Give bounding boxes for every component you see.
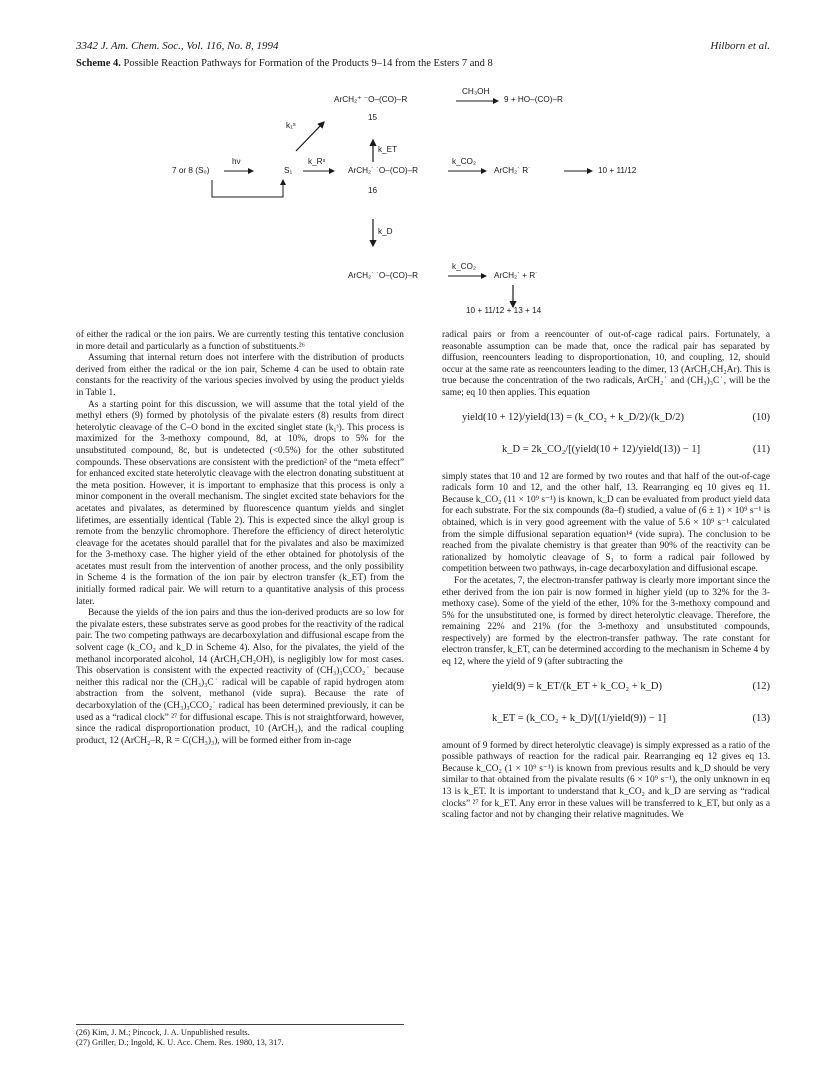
ion-products: 9 + HO–(CO)–R <box>504 95 563 104</box>
paragraph: As a starting point for this discussion, we will assume that the total yield of the methyl ethers (9) formed by photolysis of the pivalate esters (8) results from direct heterolytic cleavage of the C–O bond in the excited singlet state (k₁ˢ). This process is maximized for the 3-methoxy compound, 8d, at 10%, drops to 5% for the unsubstituted compound, 8c, but is undetected (<0.5%) for the other substituted compounds. These observations are consistent with the prediction² of the “meta effect” for enhanced excited state heterolytic cleavage with the electron donating substituent at the meta position. However, it is important to emphasize that this process is only a minor component in the overall mechanism. The singlet excited state behaviors for the acetates and pivalates, as determined by fluorescence quantum yields and singlet lifetimes, are essentially identical (Table 2). This is expected since the alkyl group is remote from the benzylic chromophore. Therefore the efficiency of direct heterolytic cleavage for the acetates should parallel that for the pivalates and also be maximized for the 3-methoxy case. The higher yield of the ether obtained for photolysis of the acetates must result from the intervention of another process, and the only possibility in Scheme 4 is the formation of the ion pair by electron transfer (k_ET) from the initially formed radical pair. We will return to a quantitative analysis of this process later. <box>76 399 404 607</box>
equation-body: yield(10 + 12)/yield(13) = (k_CO₂ + k_D/2)/(k_D/2) <box>462 411 685 423</box>
kco2-label-b: k_CO₂ <box>452 262 477 271</box>
equation-12 <box>442 677 770 701</box>
start-material: 7 or 8 (S₀) <box>172 166 210 175</box>
equation-body: yield(9) = k_ET/(k_ET + k_CO₂ + k_D) <box>492 680 662 692</box>
equation-body: k_D = 2k_CO₂/[(yield(10 + 12)/yield(13)) − 1] <box>502 443 701 455</box>
equation-11 <box>442 440 770 464</box>
author-header: Hilborn et al. <box>710 40 770 52</box>
paragraph: Assuming that internal return does not interfere with the distribution of products derived from either the radical or the ion pair, Scheme 4 can be used to obtain rate constants for the reactivity of the various species involved by using the product yields in Table 1. <box>76 353 404 398</box>
paragraph: For the acetates, 7, the electron-transfer pathway is clearly more important since the ether derived from the ion pair is now formed in higher yield (up to 32% for the 3-methoxy case). Some of the yield of the ether, 10% for the 3-methoxy compound and 5% for the unsubstituted one, is formed by direct heterolytic cleavage. Therefore, the remaining 22% and 21% (for the 3-methoxy and unsubstituted compounds, respectively) are formed by the electron-transfer pathway. The rate constant for electron transfer, k_ET, can be determined according to the mechanism in Scheme 4 by eq 12, where the yield of 9 (after subtracting the <box>442 575 770 668</box>
scheme-label: Scheme 4. <box>76 58 121 69</box>
radical-pair: ArCH₂˙ ˙O–(CO)–R <box>348 166 419 175</box>
scheme-arrows <box>76 74 770 314</box>
ket-label: k_ET <box>378 145 398 154</box>
products-a: 10 + 11/12 <box>598 166 637 175</box>
return-arrow <box>212 180 283 197</box>
paragraph: simply states that 10 and 12 are formed by two routes and that half of the out-of-cage radicals form 10 and 12, and the other half, 13. Rearranging eq 10 gives eq 11. Because k_CO₂ (11 × 10⁹ s⁻¹) is known, k_D can be evaluated from product yield data for each substrate. For the six compounds (8a–f) studied, a value of (6 ± 1) × 10⁹ s⁻¹ is obtained, which is in very good agreement with the value of 5.6 × 10⁹ s⁻¹ calculated from the simple diffusional separation equation¹⁴ (vide supra). The conclusion to be reached from the pivalate chemistry is that greater than 90% of the reactivity can be rationalized by homolytic cleavage of S₁ to form a radical pair followed by competition between two pathways, in-cage decarboxylation and diffusional escape. <box>442 471 770 575</box>
scheme-caption <box>76 58 770 69</box>
hv-label: hν <box>232 157 241 166</box>
free-radicals: ArCH₂˙ ˙O–(CO)–R <box>348 271 419 280</box>
paragraph: amount of 9 formed by direct heterolytic cleavage) is simply expressed as a ratio of the possible pathways of reaction for the radical pair. Rearranging eq 12 gives eq 13. Because k_CO₂ (1 × 10⁹ s⁻¹) is known from previous results and k_D should be very similar to that obtained from the pivalate results (6 × 10⁹ s⁻¹), the only unknown in eq 13 is k_ET. It is important to understand that k_CO₂ and k_D are serving as “radical clocks” ²⁷ for k_ET. Any error in these values will be transferred to k_ET, but only as a scaling factor and not by changing their relative magnitudes. We <box>442 740 770 821</box>
equation-number: (12) <box>752 680 770 692</box>
equation-body: k_ET = (k_CO₂ + k_D)/[(1/yield(9)) − 1] <box>492 712 667 724</box>
s1-label: S₁ <box>284 166 293 175</box>
reference-27: (27) Griller, D.; Ingold, K. U. Acc. Chem. Res. 1980, 13, 317. <box>76 1038 284 1047</box>
radical-pair-2: ArCH₂˙ R˙ <box>494 166 531 175</box>
left-column <box>76 330 404 747</box>
running-header <box>76 40 770 56</box>
equation-number: (13) <box>752 712 770 724</box>
journal-citation: 3342 J. Am. Chem. Soc., Vol. 116, No. 8, 1994 <box>76 40 279 52</box>
paragraph: of either the radical or the ion pairs. We are currently testing this tentative conclusion in more detail and particularly as a function of substituents.²⁶ <box>76 330 404 352</box>
label-15: 15 <box>368 113 378 122</box>
kd-label: k_D <box>378 227 393 236</box>
equation-13 <box>442 709 770 733</box>
footnotes <box>76 1024 404 1048</box>
k1s-label: k₁ˢ <box>286 121 296 130</box>
products-b: 10 + 11/12 + 13 + 14 <box>466 306 542 315</box>
scheme-title: Possible Reaction Pathways for Formation of the Products 9–14 from the Esters 7 and 8 <box>123 58 493 69</box>
methanol-label: CH₃OH <box>462 87 490 96</box>
kco2-label-a: k_CO₂ <box>452 157 477 166</box>
ion-pair: ArCH₂⁺ ⁻O–(CO)–R <box>334 95 408 104</box>
reference-26: (26) Kim, J. M.; Pincock, J. A. Unpublished results. <box>76 1028 250 1037</box>
paragraph: Because the yields of the ion pairs and thus the ion-derived products are so low for the pivalate esters, these substrates serve as good probes for the reactivity of the radical pair. The two competing pathways are decarboxylation and diffusional escape from the solvent cage (k_CO₂ and k_D in Scheme 4). Also, for the pivalates, the yield of the methanol incorporated alcohol, 14 (ArCH₂CH₂OH), is negligibly low for most cases. This observation is consistent with the expected reactivity of (CH₃)₃CCO₂˙ because neither this radical nor the (CH₃)₃C˙ radical will be capable of rapid hydrogen atom abstraction from the solvent, methanol (vide supra). Because the rate of decarboxylation of the (CH₃)₃CCO₂˙ radical has been determined previously, it can be used as a “radical clock” ²⁷ for diffusional escape. This is not straightforward, however, since the radical disproportionation product, 10 (ArCH₃), and the radical coupling product, 12 (ArCH₂–R, R = C(CH₃)₃), will be formed either from in-cage <box>76 608 404 746</box>
equation-number: (10) <box>752 411 770 423</box>
equation-number: (11) <box>752 443 770 455</box>
right-column <box>442 330 770 822</box>
equation-10 <box>442 408 770 432</box>
krs-label: k_Rˢ <box>308 157 326 166</box>
free-radicals-2: ArCH₂˙ + R˙ <box>494 271 538 280</box>
paragraph: radical pairs or from a reencounter of out-of-cage radical pairs. Fortunately, a reasonable assumption can be made that, once the radical pair has separated by diffusion, reencounters leading to disproportionation, 10, and coupling, 12, should occur at the same rate as reencounters leading to the dimer, 13 (ArCH₂CH₂Ar). This is true because the concentration of the two radicals, ArCH₂˙ and (CH₃)₃C˙, will be the same; eq 10 then applies. This equation <box>442 330 770 398</box>
reaction-scheme <box>76 74 770 314</box>
k1s-arrow <box>296 122 324 151</box>
label-16: 16 <box>368 186 378 195</box>
